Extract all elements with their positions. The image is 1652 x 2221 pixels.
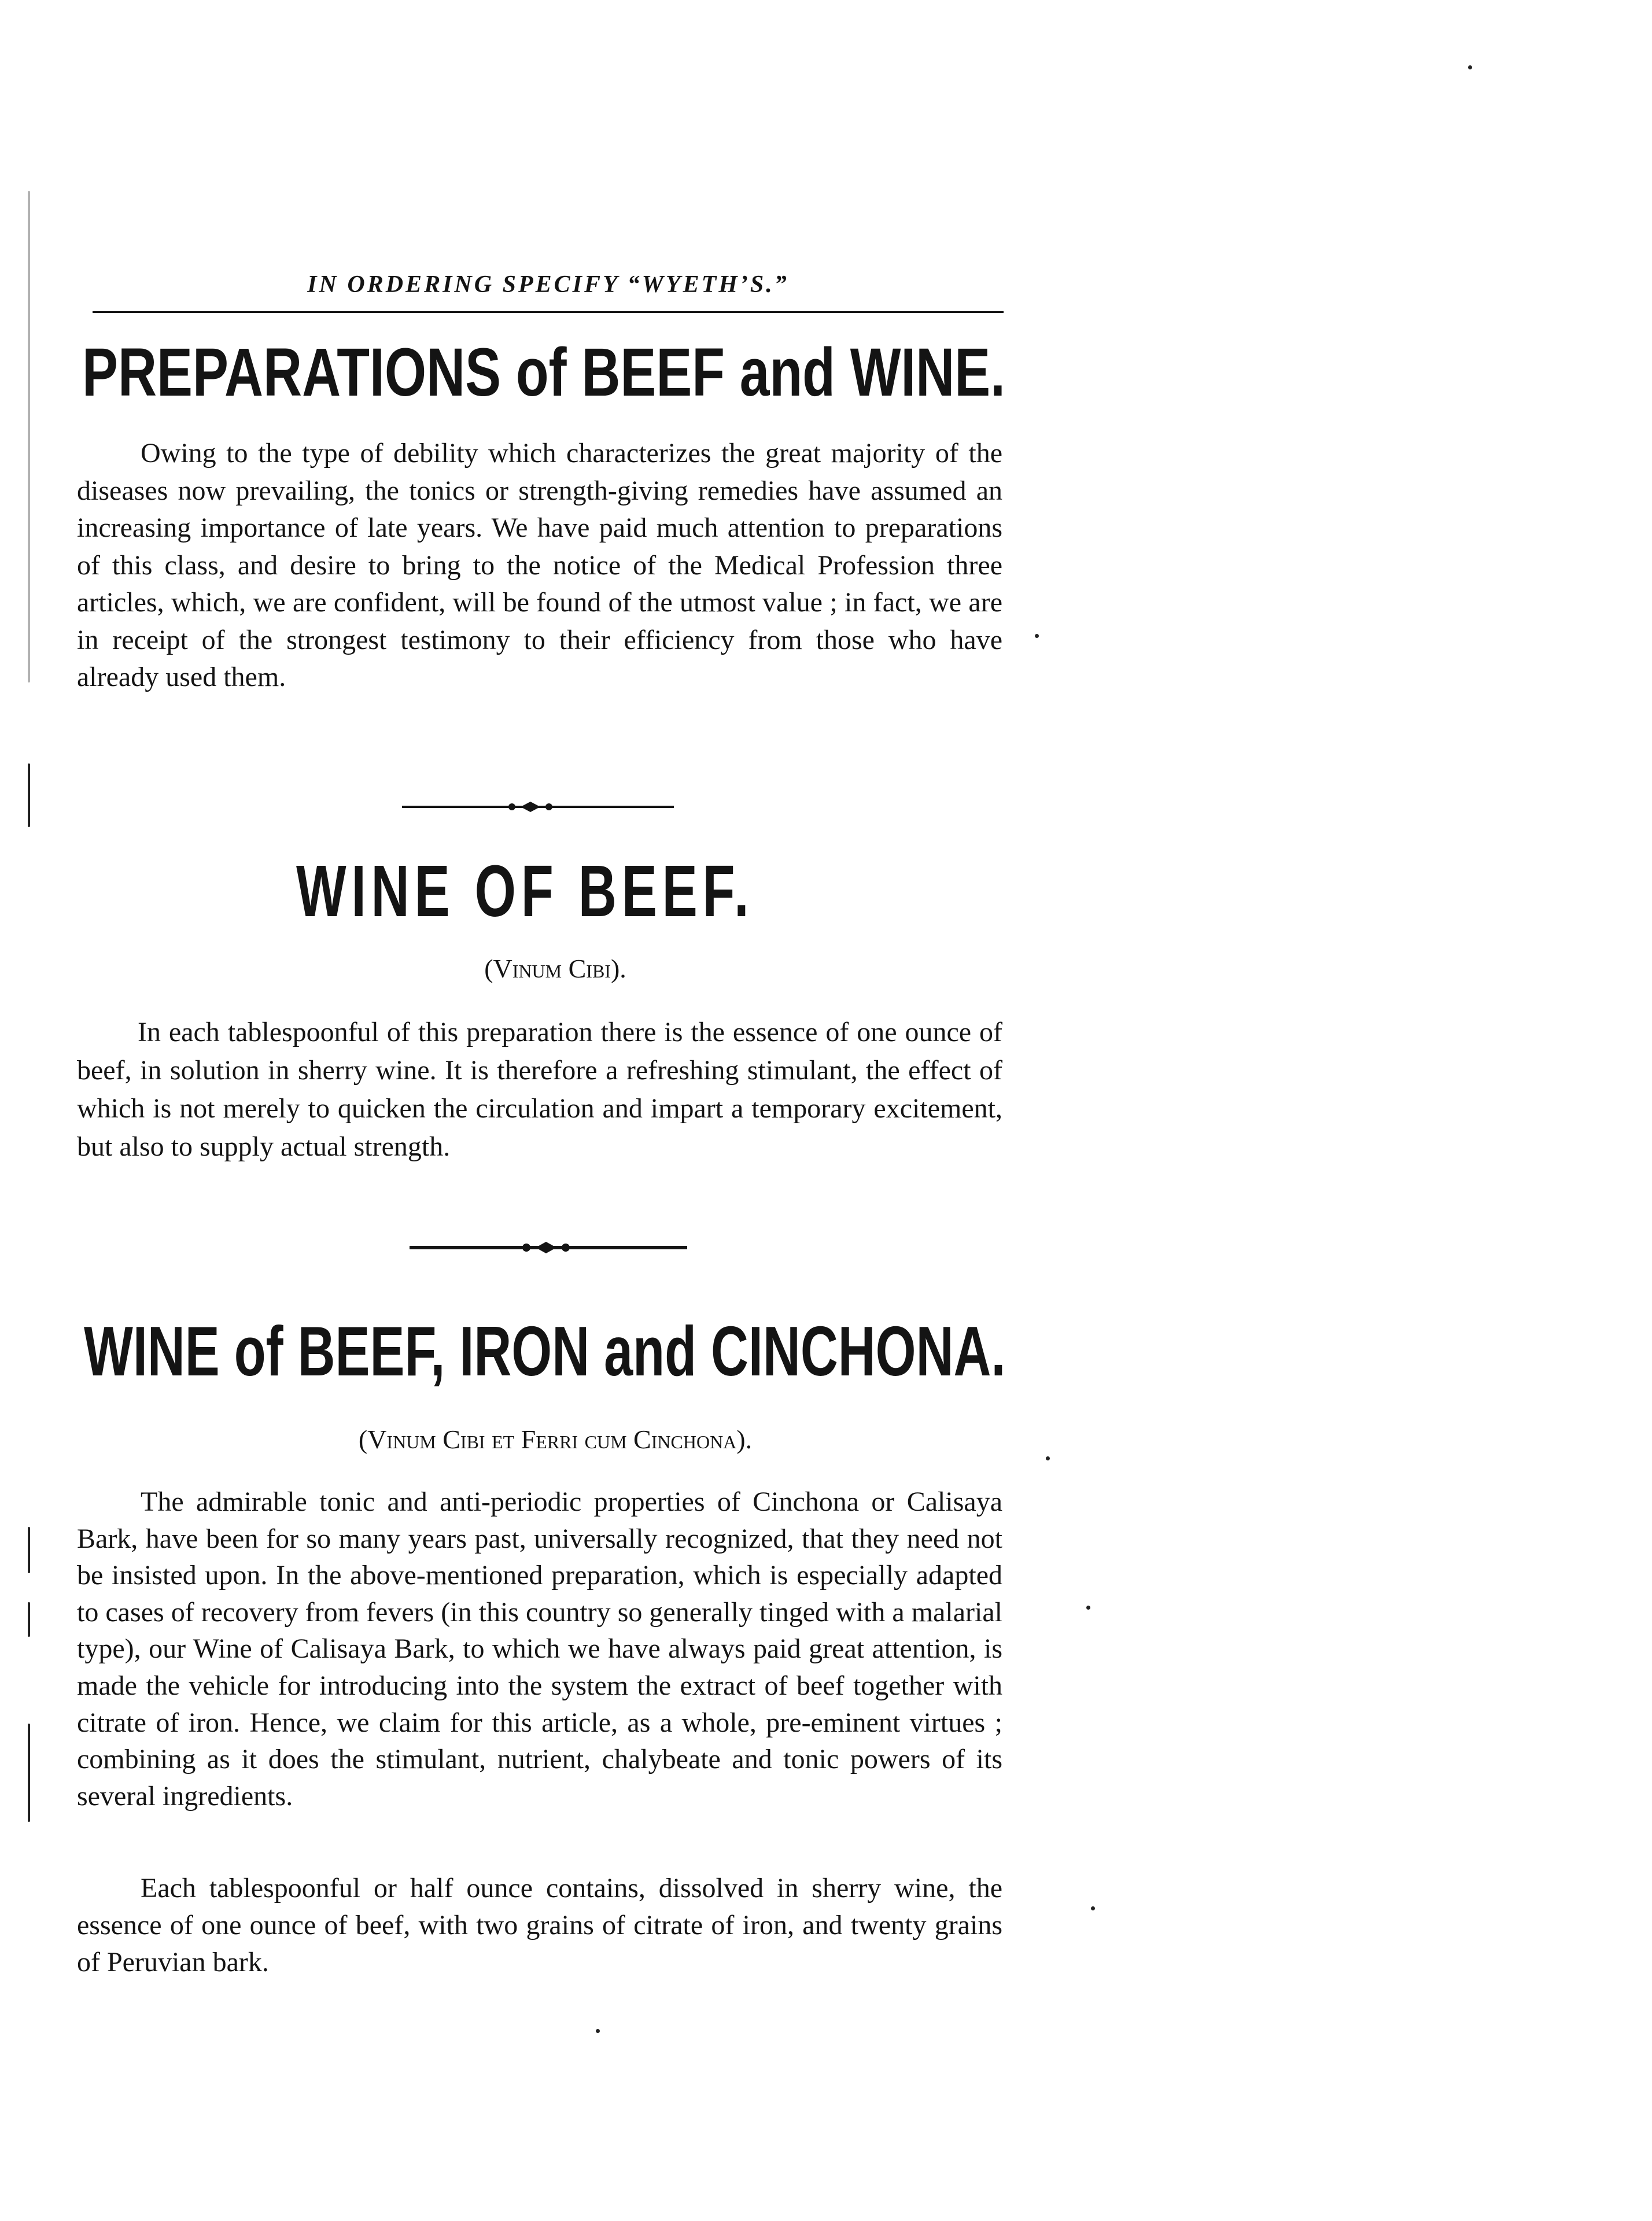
latin-subtitle-vinum-cibi-ferri <box>257 1424 853 1455</box>
cinchona-paragraph-2: Each tablespoonful or half ounce contains, dissolved in sherry wine, the essence of one ounce of beef, with two grains of citrate of iron, and twenty grains of Peruvian bark. <box>77 1873 1002 1977</box>
running-head: IN ORDERING SPECIFY “WYETH’S.” <box>307 271 789 298</box>
ornamental-rule-icon <box>402 795 674 821</box>
scan-margin-mark <box>28 191 30 682</box>
scan-speck <box>1046 1456 1050 1460</box>
latin-subtitle-vinum-cibi <box>440 953 671 984</box>
scan-speck <box>596 2029 600 2033</box>
wine-of-beef-paragraph: In each tablespoonful of this preparation there is the essence of one ounce of beef, in solution in sherry wine. It is therefore a refreshing stimulant, the effect of which is not merely to quicken the circulation and impart a temporary excitement, but also to supply actual strength. <box>77 1017 1002 1162</box>
latin-subtitle-text: (Vinum Cibi et Ferri cum Cinchona). <box>358 1425 753 1454</box>
scan-margin-mark <box>28 1527 30 1573</box>
scan-speck <box>1035 634 1039 638</box>
header-rule <box>93 311 1004 313</box>
section-title-preparations: PREPARATIONS of BEEF and WINE. <box>82 334 1005 411</box>
scan-margin-mark <box>28 1602 30 1637</box>
cinchona-paragraph-1: The admirable tonic and anti-periodic properties of Cinchona or Calisaya Bark, have been for so many years past, universally recognized, that they need not be insisted upon. In the above-mentioned preparation, which is especially adapted to cases of recovery from fevers (in this country so generally tinged with a malarial type), our Wine of Calisaya Bark, to which we have always paid great attention, is made the vehicle for introducing into the system the extract of beef together with citrate of iron. Hence, we claim for this article, as a whole, pre-eminent virtues ; combining as it does the stimulant, nutrient, chalybeate and tonic powers of its several ingredients. <box>77 1486 1002 1812</box>
ornamental-rule-icon <box>410 1236 687 1261</box>
scan-margin-mark <box>28 763 30 827</box>
section-title-wine-of-beef: WINE OF BEEF. <box>296 850 754 932</box>
scan-margin-mark <box>28 1724 30 1822</box>
scan-speck <box>1091 1906 1095 1910</box>
section-title-beef-iron-cinchona: WINE of BEEF, IRON and CINCHONA. <box>84 1312 1006 1390</box>
intro-paragraph: Owing to the type of debility which characterizes the great majority of the diseases now prevailing, the tonics or strength-giving remedies have assumed an increasing importance of late years. We have paid much attention to preparations of this class, and desire to bring to the notice of the Medical Profession three articles, which, we are confident, will be found of the utmost value ; in fact, we are in receipt of the strongest testimony to their efficiency from those who have already used them. <box>77 438 1002 692</box>
scan-speck <box>1468 65 1472 69</box>
latin-subtitle-text: (Vinum Cibi). <box>484 954 626 983</box>
scan-speck <box>1086 1606 1090 1610</box>
